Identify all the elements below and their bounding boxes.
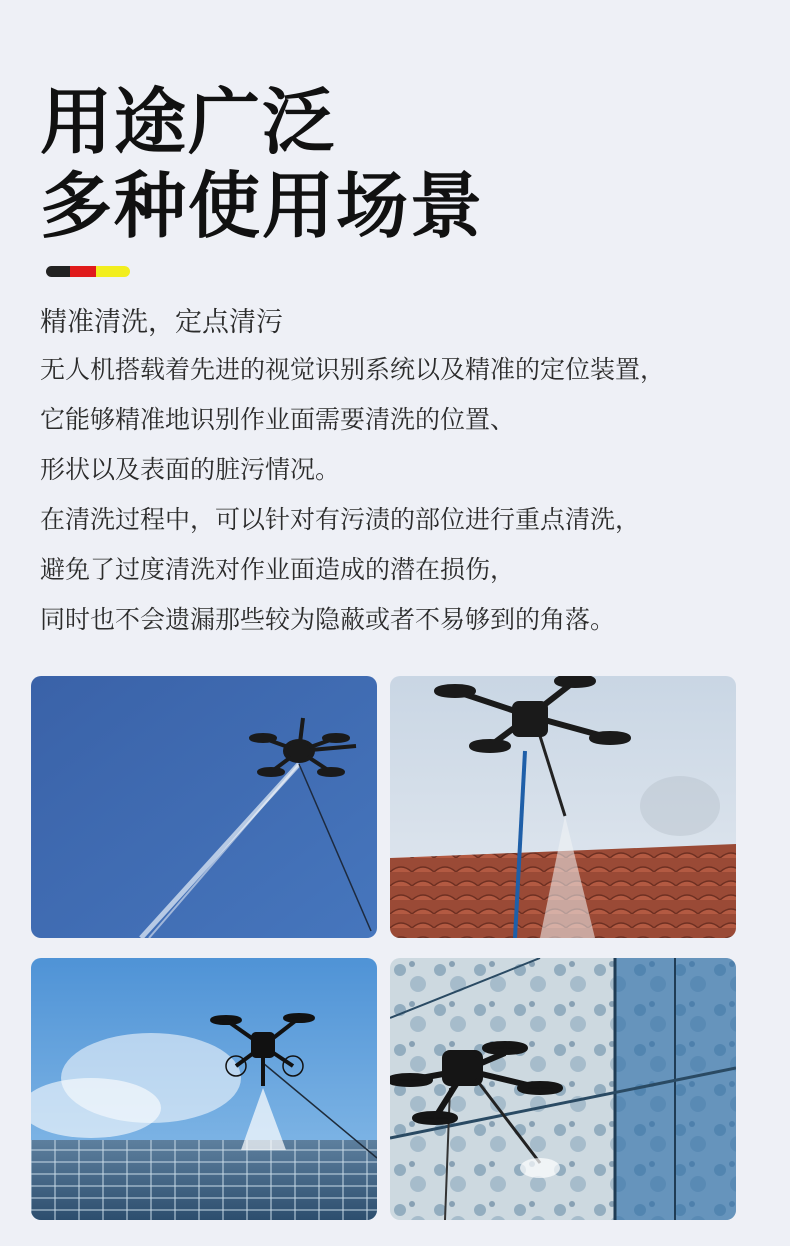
accent-color-bar — [46, 266, 130, 277]
accent-segment-red — [70, 266, 96, 277]
page-title — [40, 80, 484, 248]
paragraph-line: 同时也不会遗漏那些较为隐蔽或者不易够到的角落。 — [40, 605, 616, 634]
photo-drone-glass-building — [31, 958, 377, 1220]
paragraph-line: 在清洗过程中，可以针对有污渍的部位进行重点清洗， — [40, 505, 641, 534]
title-line-2: 多种使用场景 — [40, 164, 485, 248]
section-subheading: 精准清洗，定点清污 — [40, 307, 283, 338]
paragraph-line: 无人机搭载着先进的视觉识别系统以及精准的定位装置， — [40, 355, 666, 384]
title-line-1: 用途广泛 — [40, 80, 337, 164]
photo-drone-sky-spray — [31, 676, 377, 938]
photo-drone-facade-washing — [390, 958, 736, 1220]
accent-segment-black — [46, 266, 70, 277]
paragraph-line: 它能够精准地识别作业面需要清洗的位置、 — [40, 405, 516, 434]
accent-segment-yellow — [96, 266, 130, 277]
paragraph-line: 避免了过度清洗对作业面造成的潜在损伤， — [40, 555, 516, 584]
paragraph-line: 形状以及表面的脏污情况。 — [40, 455, 341, 484]
description-paragraph — [40, 345, 770, 645]
photo-drone-roof-cleaning — [390, 676, 736, 938]
